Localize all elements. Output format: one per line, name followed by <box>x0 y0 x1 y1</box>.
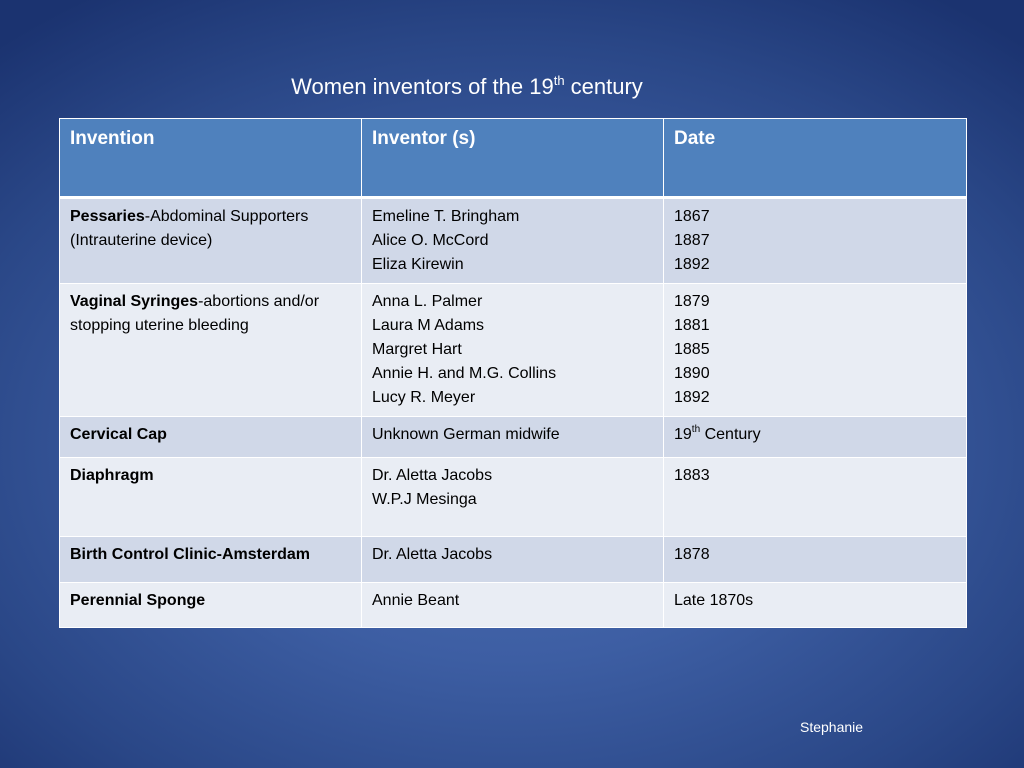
invention-cell <box>60 583 362 628</box>
inventors-cell <box>362 284 664 417</box>
footer-author: Stephanie <box>800 719 864 735</box>
inventor-name: Eliza Kirewin <box>372 256 464 273</box>
date-value: 1878 <box>674 546 710 563</box>
invention-cell <box>60 284 362 417</box>
date-value: 1881 <box>674 317 710 334</box>
date-cell <box>664 458 967 537</box>
date-cell <box>664 198 967 284</box>
invention-name: Vaginal Syringes <box>70 293 199 310</box>
slide-title: Women inventors of the 19th century <box>291 73 643 99</box>
table-row <box>60 284 967 417</box>
table-row <box>60 537 967 583</box>
inventor-name: Dr. Aletta Jacobs <box>372 546 493 563</box>
inventor-name: Annie Beant <box>372 592 460 609</box>
invention-cell <box>60 458 362 537</box>
inventor-name: Dr. Aletta Jacobs <box>372 467 493 484</box>
date-value: 1892 <box>674 389 710 406</box>
date-cell <box>664 537 967 583</box>
invention-description: -abortions and/or stopping uterine bleeding <box>70 293 320 334</box>
inventor-name: Unknown German midwife <box>372 426 560 443</box>
date-value: 1883 <box>674 467 710 484</box>
inventor-name: Margret Hart <box>372 341 462 358</box>
date-value: 19 <box>674 426 692 443</box>
date-value: 1879 <box>674 293 710 310</box>
inventor-name: Alice O. McCord <box>372 232 489 249</box>
inventors-cell <box>362 458 664 537</box>
invention-name: Pessaries <box>70 208 145 225</box>
invention-name: Perennial Sponge <box>70 592 206 609</box>
invention-name: Cervical Cap <box>70 426 167 443</box>
invention-cell <box>60 417 362 458</box>
invention-name: Birth Control Clinic-Amsterdam <box>70 546 311 563</box>
inventor-name: Laura M Adams <box>372 317 485 334</box>
inventor-name: Anna L. Palmer <box>372 293 483 310</box>
date-value: Late 1870s <box>674 592 754 609</box>
inventors-cell <box>362 583 664 628</box>
invention-cell <box>60 198 362 284</box>
inventor-name: Lucy R. Meyer <box>372 389 476 406</box>
header-inventors: Inventor (s) <box>362 119 664 198</box>
date-cell <box>664 583 967 628</box>
invention-name: Diaphragm <box>70 467 154 484</box>
header-date: Date <box>664 119 967 198</box>
invention-cell <box>60 537 362 583</box>
inventor-name: W.P.J Mesinga <box>372 491 477 508</box>
table-header-row <box>60 119 967 198</box>
date-value: 1892 <box>674 256 710 273</box>
inventor-name: Emeline T. Bringham <box>372 208 520 225</box>
inventors-cell <box>362 537 664 583</box>
inventors-cell <box>362 417 664 458</box>
date-cell: 19th Century <box>664 417 967 458</box>
inventors-cell <box>362 198 664 284</box>
date-value: 1885 <box>674 341 710 358</box>
date-cell <box>664 284 967 417</box>
date-value: 1890 <box>674 365 710 382</box>
invention-description: -Abdominal Supporters (Intrauterine device) <box>70 208 309 249</box>
date-value: 1887 <box>674 232 710 249</box>
table-row <box>60 198 967 284</box>
inventors-table <box>59 118 967 628</box>
table-row <box>60 417 967 458</box>
table-row <box>60 458 967 537</box>
header-invention: Invention <box>60 119 362 198</box>
inventor-name: Annie H. and M.G. Collins <box>372 365 557 382</box>
table-row <box>60 583 967 628</box>
date-value: 1867 <box>674 208 710 225</box>
